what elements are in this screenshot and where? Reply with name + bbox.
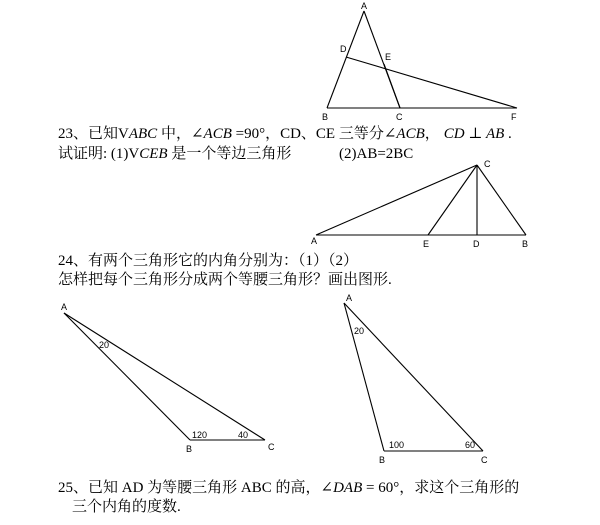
label-mid-e: E — [423, 239, 430, 249]
segment-ac — [64, 313, 265, 440]
q23-tri-sym: V — [118, 126, 129, 142]
label-left-b: B — [186, 444, 193, 454]
q24-line2: 怎样把每个三角形分成两个等腰三角形？画出图形. — [58, 272, 392, 288]
segment-ab — [64, 313, 190, 440]
q23-comma: ， — [424, 126, 440, 142]
label-top-a: A — [361, 1, 368, 11]
q25-line2: 三个内角的度数. — [72, 499, 181, 515]
label-right-b: B — [379, 455, 386, 465]
q25-angle: ∠DAB — [320, 480, 363, 496]
label-right-a: A — [346, 293, 353, 303]
q23-prefix: 23、已知 — [58, 126, 119, 142]
label-top-c: C — [396, 112, 403, 122]
figure-right-triangle — [344, 293, 488, 465]
figure-top-triangle — [322, 1, 517, 122]
label-right-c: C — [481, 455, 488, 465]
q23-end: . — [504, 126, 512, 142]
q23-line2-a: 试证明: (1) — [58, 146, 129, 162]
q25-line1-a: 25、已知 AD 为等腰三角形 ABC 的高， — [58, 480, 321, 496]
figure-left-triangle — [61, 302, 275, 454]
angle-left-c: 40 — [238, 430, 249, 440]
q24-line1: 24、有两个三角形它的内角分别为：（1）（2） — [58, 253, 359, 269]
segment-ac — [344, 303, 483, 451]
q23-tri-name: ABC — [128, 126, 158, 142]
q23-eq: =90°， — [231, 126, 281, 142]
label-mid-b: B — [522, 239, 529, 249]
segment-ab — [327, 11, 364, 108]
label-top-b: B — [322, 112, 329, 122]
label-mid-c: C — [484, 159, 491, 169]
q23-perp: CD ⊥ AB — [443, 126, 505, 142]
q23-line2-part2: (2)AB=2BC — [339, 146, 414, 162]
label-left-c: C — [268, 442, 275, 452]
q23-angle2: ∠ACB — [383, 126, 425, 142]
q25-line1-b: = 60°，求这个三角形的 — [362, 480, 520, 496]
label-mid-d: D — [473, 239, 480, 249]
q23-tri2-sym: V — [128, 146, 140, 162]
q25-line1 — [58, 479, 519, 497]
label-mid-a: A — [311, 236, 318, 246]
q23-line2-b: 是一个等边三角形 — [167, 146, 292, 162]
figure-mid-triangle — [311, 159, 528, 249]
segment-df — [346, 57, 517, 108]
angle-right-b: 100 — [389, 440, 405, 450]
label-top-e: E — [385, 52, 392, 62]
q23-line2 — [58, 145, 291, 163]
q23-cd-ce: CD、CE 三等分 — [280, 126, 384, 142]
label-top-d: D — [340, 44, 347, 54]
angle-right-c: 60 — [465, 440, 476, 450]
q23-angle: ∠ACB — [190, 126, 232, 142]
label-top-f: F — [511, 112, 517, 122]
q23-line1 — [58, 125, 512, 143]
q23-mid: 中， — [157, 126, 191, 142]
q23-tri2-name: CEB — [139, 146, 168, 162]
angle-right-a: 20 — [354, 326, 365, 336]
angle-left-a: 20 — [99, 340, 110, 350]
segment-cb — [477, 165, 526, 235]
angle-left-b: 120 — [192, 430, 208, 440]
label-left-a: A — [61, 302, 68, 312]
